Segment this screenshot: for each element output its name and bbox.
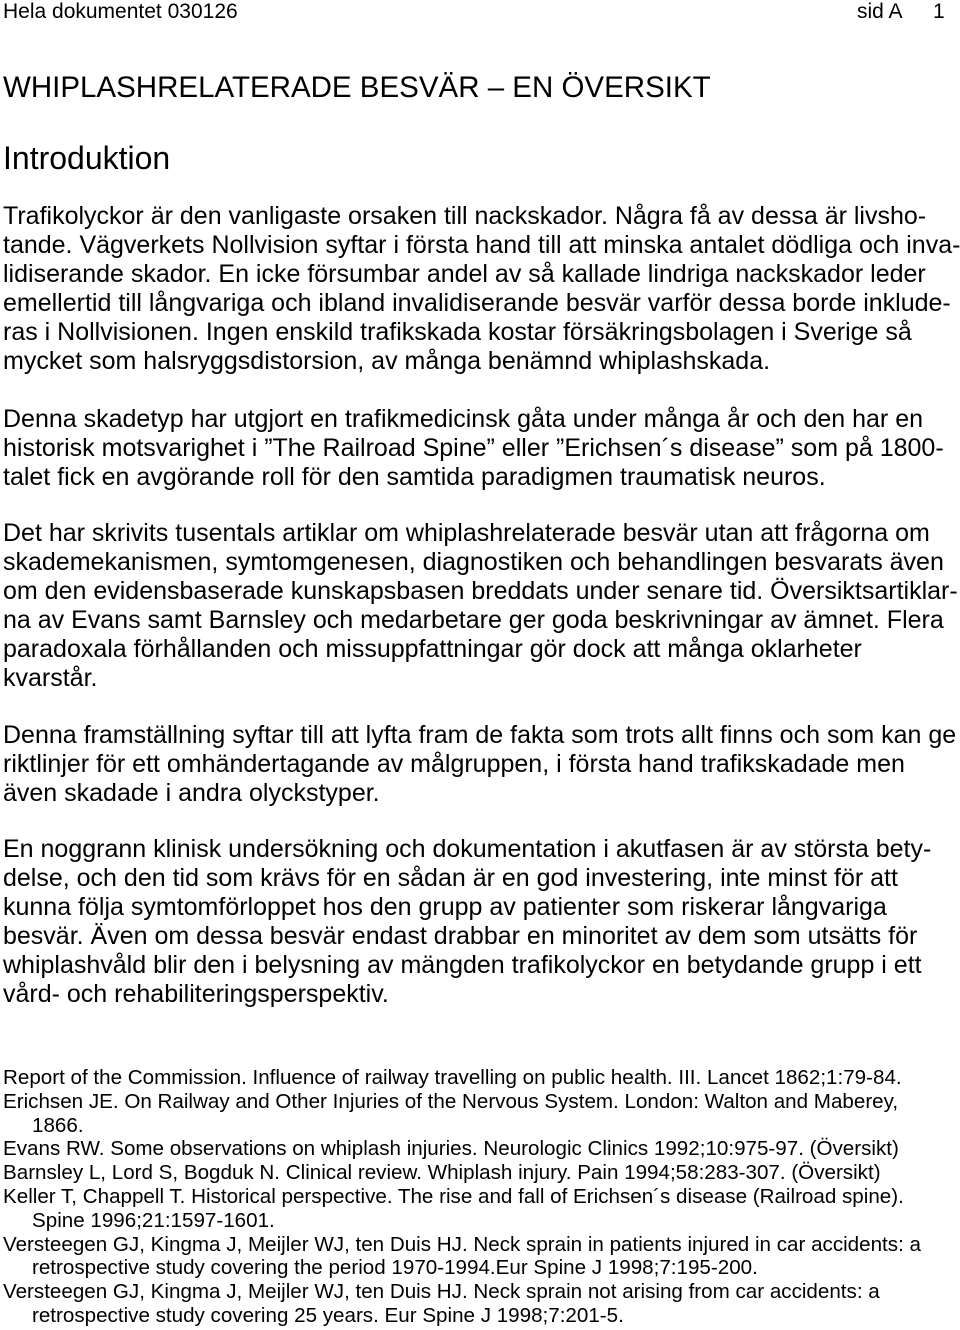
paragraph-line: whiplashvåld blir den i belysning av mängden trafikolyckor en betydande grupp i ett	[3, 950, 922, 979]
reference-entry	[3, 1066, 921, 1090]
reference-line: Erichsen JE. On Railway and Other Injuries of the Nervous System. London: Walton and Maberey,	[3, 1089, 899, 1113]
reference-line: Keller T, Chappell T. Historical perspective. The rise and fall of Erichsen´s disease (Railroad spine).	[3, 1184, 904, 1208]
reference-line: Versteegen GJ, Kingma J, Meijler WJ, ten Duis HJ. Neck sprain not arising from car accidents: a	[3, 1280, 880, 1304]
document-header-label: Hela dokumentet 030126	[3, 0, 238, 23]
reference-entry	[3, 1137, 921, 1161]
reference-entry	[3, 1161, 921, 1185]
reference-entry	[3, 1185, 921, 1233]
body-paragraph	[3, 721, 956, 808]
paragraph-line: vård- och rehabiliteringsperspektiv.	[3, 979, 389, 1008]
paragraph-line: besvär. Även om dessa besvär endast drabbar en minoritet av dem som utsätts för	[3, 921, 918, 950]
paragraph-line: historisk motsvarighet i ”The Railroad Spine” eller ”Erichsen´s disease” som på 1800-	[3, 433, 944, 462]
reference-line: Barnsley L, Lord S, Bogduk N. Clinical review. Whiplash injury. Pain 1994;58:283-307. (Översikt)	[3, 1161, 881, 1185]
reference-line-continuation: retrospective study covering the period 1970-1994.Eur Spine J 1998;7:195-200.	[32, 1256, 758, 1280]
document-title: WHIPLASHRELATERADE BESVÄR – EN ÖVERSIKT	[3, 71, 711, 104]
reference-line: Versteegen GJ, Kingma J, Meijler WJ, ten Duis HJ. Neck sprain in patients injured in car accidents: a	[3, 1232, 921, 1256]
reference-line-continuation: Spine 1996;21:1597-1601.	[32, 1208, 275, 1232]
paragraph-line: ras i Nollvisionen. Ingen enskild trafikskada kostar försäkringsbolagen i Sverige så	[3, 317, 912, 346]
paragraph-line: även skadade i andra olyckstyper.	[3, 778, 380, 807]
paragraph-line: na av Evans samt Barnsley och medarbetare ger goda beskrivningar av ämnet. Flera	[3, 605, 944, 634]
paragraph-line: riktlinjer för ett omhändertagande av målgruppen, i första hand trafikskadade men	[3, 749, 905, 778]
reference-entry	[3, 1090, 921, 1138]
reference-entry	[3, 1233, 921, 1281]
reference-line-continuation: retrospective study covering 25 years. Eur Spine J 1998;7:201-5.	[32, 1303, 624, 1327]
section-heading: Introduktion	[3, 140, 171, 176]
reference-line: Evans RW. Some observations on whiplash injuries. Neurologic Clinics 1992;10:975-97. (Översikt)	[3, 1137, 899, 1161]
paragraph-line: lidiserande skador. En icke försumbar andel av så kallade lindriga nackskador leder	[3, 259, 926, 288]
page-number: 1	[933, 0, 945, 23]
paragraph-line: paradoxala förhållanden och missuppfattningar gör dock att många oklarheter	[3, 634, 862, 663]
paragraph-line: delse, och den tid som krävs för en sådan är en god investering, inte minst för att	[3, 863, 898, 892]
reference-line: Report of the Commission. Influence of railway travelling on public health. III. Lancet 1862;1:79-84.	[3, 1066, 902, 1089]
page-label: sid A	[857, 0, 903, 23]
paragraph-line: Denna framställning syftar till att lyfta fram de fakta som trots allt finns och som kan ge	[3, 720, 957, 749]
paragraph-line: skademekanismen, symtomgenesen, diagnostiken och behandlingen besvarats även	[3, 547, 944, 576]
paragraph-line: Denna skadetyp har utgjort en trafikmedicinsk gåta under många år och den har en	[3, 404, 923, 433]
reference-line-continuation: 1866.	[32, 1113, 84, 1137]
reference-list	[3, 1066, 921, 1328]
paragraph-line: emellertid till långvariga och ibland invalidiserande besvär varför dessa borde inklude-	[3, 288, 951, 317]
paragraph-line: om den evidensbaserade kunskapsbasen breddats under senare tid. Översiktsartiklar-	[3, 576, 958, 605]
body-paragraph	[3, 405, 944, 492]
paragraph-line: mycket som halsryggsdistorsion, av många benämnd whiplashskada.	[3, 346, 771, 375]
paragraph-line: En noggrann klinisk undersökning och dokumentation i akutfasen är av största bety-	[3, 834, 932, 863]
paragraph-line: Det har skrivits tusentals artiklar om whiplashrelaterade besvär utan att frågorna om	[3, 518, 930, 547]
body-paragraph	[3, 835, 931, 1009]
reference-entry	[3, 1280, 921, 1328]
paragraph-line: Trafikolyckor är den vanligaste orsaken till nackskador. Några få av dessa är livsho-	[3, 201, 927, 230]
body-paragraph	[3, 202, 960, 376]
paragraph-line: kunna följa symtomförloppet hos den grupp av patienter som riskerar långvariga	[3, 892, 887, 921]
paragraph-line: tande. Vägverkets Nollvision syftar i första hand till att minska antalet dödliga och inva-	[3, 230, 960, 259]
paragraph-line: talet fick en avgörande roll för den samtida paradigmen traumatisk neuros.	[3, 462, 826, 491]
paragraph-line: kvarstår.	[3, 663, 98, 692]
body-paragraph	[3, 519, 958, 693]
